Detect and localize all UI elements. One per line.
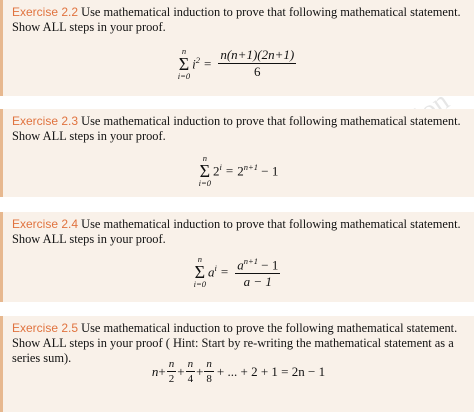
fraction: $\frac{n}{8}$ <box>206 358 212 385</box>
fraction: $\frac{n}{4}$ <box>187 358 194 385</box>
exercise-heading <box>12 114 466 144</box>
summand: 2$^i$ <box>213 161 222 179</box>
summand: $a^i$ <box>208 262 217 280</box>
exercise-text: Use mathematical induction to prove that following mathematical statement. Show ALL steps in your proof. <box>12 217 461 246</box>
formula-sum-powers-of-two: n Σ i=0 2$^i$ = $2^{n+1} - 1$ <box>198 153 279 188</box>
exercise-text: Use mathematical induction to prove the following mathematical statement. Show ALL steps in your proof ( Hint: Start by re-writing the mathematical statement as a series sum). <box>12 321 458 365</box>
exercise-label: Exercise 2.4 <box>12 217 79 231</box>
formula-halving-series: n + $\frac{n}{2}$ + $\frac{n}{4}$ + $\frac{n}{8}$ + ... + 2 + 1 = 2n − 1 <box>151 358 326 385</box>
sigma-operator: n Σ i=0 <box>193 254 207 289</box>
rhs: $2^{n+1} - 1$ <box>237 161 279 179</box>
exercise-label: Exercise 2.2 <box>12 5 79 19</box>
exercise-text: Use mathematical induction to prove that following mathematical statement. Show ALL steps in your proof. <box>12 5 461 34</box>
sigma-operator: n Σ i=0 <box>198 153 212 188</box>
exercise-text: Use mathematical induction to prove that following mathematical statement. Show ALL steps in your proof. <box>12 114 461 143</box>
exercise-label: Exercise 2.3 <box>12 114 79 128</box>
fraction: $\frac{a^{n+1} - 1}{a - 1}$ <box>237 255 279 290</box>
exercise-heading <box>12 5 466 35</box>
formula-geometric-series: n Σ i=0 $a^i$ = $\frac{a^{n+1} - 1}{a - 1}$ <box>193 254 279 290</box>
exercise-2-3-box <box>0 109 474 197</box>
formula-sum-squares: n Σ i=0 $i^2$ = $\frac{n(n+1)(2n+1)}{6}$ <box>177 46 295 81</box>
exercise-2-2-box <box>0 0 474 96</box>
exercise-heading <box>12 217 466 247</box>
exercise-label: Exercise 2.5 <box>12 321 79 335</box>
fraction: $\frac{n(n+1)(2n+1)}{6}$ <box>220 47 295 79</box>
exercise-2-5-box <box>0 316 474 412</box>
fraction: $\frac{n}{2}$ <box>168 358 175 385</box>
sigma-operator: n Σ i=0 <box>177 46 191 81</box>
exercise-2-4-box <box>0 212 474 302</box>
summand: $i^2$ <box>192 54 200 72</box>
